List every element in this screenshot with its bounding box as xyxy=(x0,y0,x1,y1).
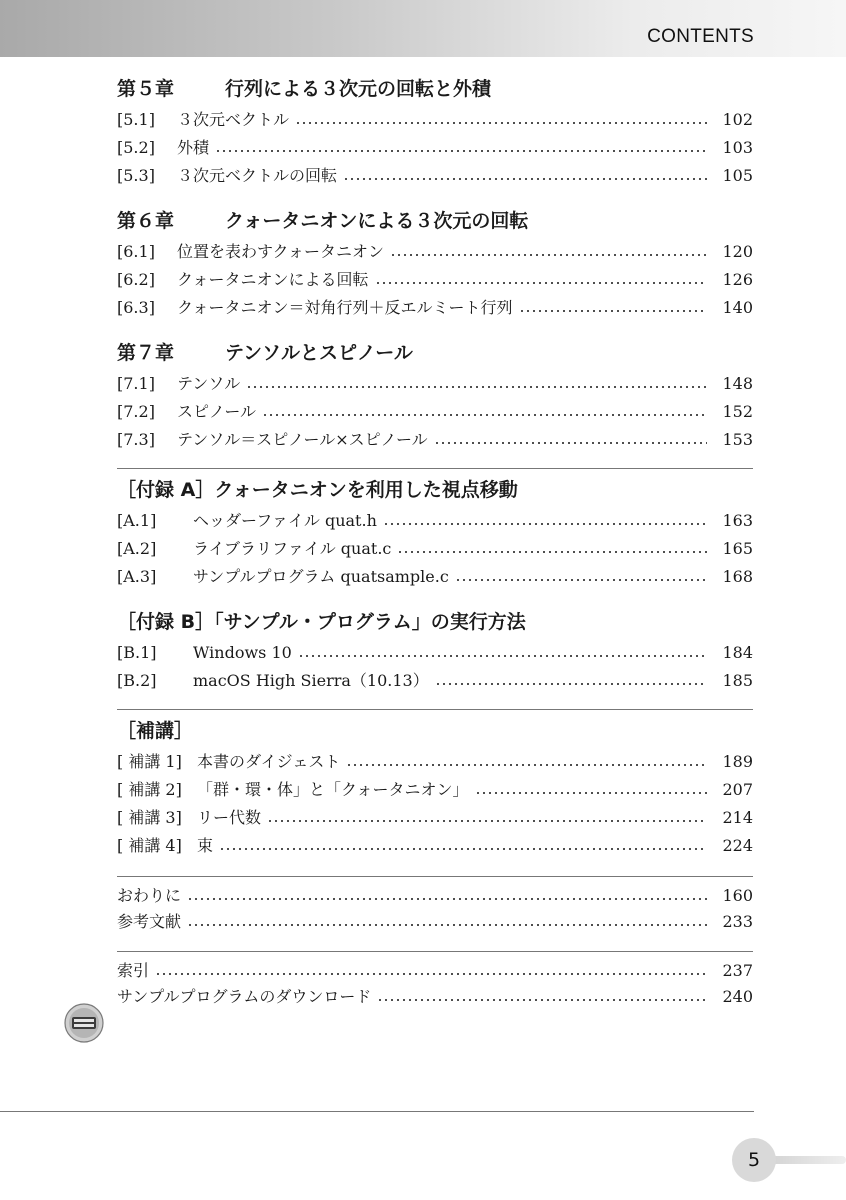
toc-entry[interactable] xyxy=(117,909,753,935)
dot-leader xyxy=(383,513,707,526)
entry-page: 120 xyxy=(722,242,753,261)
entry-index: [B.1] xyxy=(117,643,157,662)
dot-leader xyxy=(267,810,707,823)
entry-label: おわりに xyxy=(117,886,182,905)
entry-index: [A.1] xyxy=(117,511,157,530)
dot-leader xyxy=(434,432,707,445)
entry-label: サンプルプログラムのダウンロード xyxy=(117,987,372,1006)
dot-leader xyxy=(246,376,707,389)
toc-entry[interactable] xyxy=(117,294,753,322)
appendix-a-section xyxy=(117,468,753,591)
dot-leader xyxy=(390,244,707,257)
toc-entry[interactable] xyxy=(117,748,753,776)
entry-label: 索引 xyxy=(117,961,150,980)
entry-label: 束 xyxy=(197,836,214,855)
entry-index: [5.3] xyxy=(117,166,155,185)
entry-page: 103 xyxy=(722,138,753,157)
entry-page: 184 xyxy=(722,643,753,662)
entry-index: [ 補講 4] xyxy=(117,836,182,855)
toc-entry[interactable] xyxy=(117,266,753,294)
download-badge-icon xyxy=(64,1003,104,1043)
entry-index: [6.1] xyxy=(117,242,155,261)
dot-leader xyxy=(475,782,707,795)
entry-label: ヘッダーファイル quat.h xyxy=(193,511,377,530)
appendix-heading: ［付録 B］「サンプル・プログラム」の実行方法 xyxy=(117,611,526,633)
toc-entry[interactable] xyxy=(117,667,753,695)
entry-page: 163 xyxy=(722,511,753,530)
toc-entry[interactable] xyxy=(117,535,753,563)
entry-page: 105 xyxy=(722,166,753,185)
table-of-contents xyxy=(117,72,753,1010)
toc-entry[interactable] xyxy=(117,162,753,190)
entry-index: [ 補講 2] xyxy=(117,780,182,799)
entry-page: 233 xyxy=(722,912,753,931)
entry-index: [7.3] xyxy=(117,430,155,449)
dot-leader xyxy=(295,112,707,125)
entry-index: [6.2] xyxy=(117,270,155,289)
toc-entry[interactable] xyxy=(117,370,753,398)
entry-index: [ 補講 3] xyxy=(117,808,182,827)
entry-label: テンソル＝スピノール×スピノール xyxy=(177,430,428,449)
entry-label: ３次元ベクトル xyxy=(177,110,290,129)
entry-index: [5.1] xyxy=(117,110,155,129)
toc-entry[interactable] xyxy=(117,398,753,426)
entry-index: [B.2] xyxy=(117,671,157,690)
dot-leader xyxy=(262,404,707,417)
dot-leader xyxy=(298,645,707,658)
entry-page: 126 xyxy=(722,270,753,289)
chapter-title: クォータニオンによる３次元の回転 xyxy=(225,210,529,232)
entry-label: ライブラリファイル quat.c xyxy=(193,539,392,558)
dot-leader xyxy=(346,754,707,767)
toc-entry[interactable] xyxy=(117,238,753,266)
entry-page: 152 xyxy=(722,402,753,421)
entry-page: 214 xyxy=(722,808,753,827)
dot-leader xyxy=(435,673,707,686)
supplementary-heading: ［補講］ xyxy=(117,720,194,742)
appendix-b-section xyxy=(117,605,753,695)
entry-page: 185 xyxy=(722,671,753,690)
header-band xyxy=(0,0,846,57)
page-number: 5 xyxy=(732,1138,776,1182)
appendix-heading: ［付録 A］クォータニオンを利用した視点移動 xyxy=(117,479,518,501)
footer-divider xyxy=(0,1111,754,1112)
toc-entry[interactable] xyxy=(117,984,753,1010)
chapter-5-section xyxy=(117,72,753,190)
supplementary-section xyxy=(117,709,753,860)
chapter-title: テンソルとスピノール xyxy=(225,342,413,364)
entry-label: 「群・環・体」と「クォータニオン」 xyxy=(197,780,469,799)
chapter-number: 第７章 xyxy=(117,342,175,364)
entry-label: クォータニオン＝対角行列＋反エルミート行列 xyxy=(177,298,513,317)
dot-leader xyxy=(377,989,707,1002)
toc-entry[interactable] xyxy=(117,958,753,984)
chapter-6-section xyxy=(117,204,753,322)
entry-page: 168 xyxy=(722,567,753,586)
entry-label: 本書のダイジェスト xyxy=(197,752,341,771)
dot-leader xyxy=(155,963,707,976)
chapter-heading xyxy=(117,204,753,238)
entry-label: Windows 10 xyxy=(193,643,292,662)
dot-leader xyxy=(219,838,707,851)
entry-label: macOS High Sierra（10.13） xyxy=(193,671,429,690)
entry-label: ３次元ベクトルの回転 xyxy=(177,166,338,185)
toc-entry[interactable] xyxy=(117,639,753,667)
toc-entry[interactable] xyxy=(117,426,753,454)
dot-leader xyxy=(187,888,707,901)
dot-leader xyxy=(519,300,707,313)
entry-page: 102 xyxy=(722,110,753,129)
running-header-title: CONTENTS xyxy=(647,26,754,47)
entry-label: 外積 xyxy=(177,138,210,157)
toc-entry[interactable] xyxy=(117,106,753,134)
entry-label: テンソル xyxy=(177,374,241,393)
entry-index: [ 補講 1] xyxy=(117,752,182,771)
entry-page: 153 xyxy=(722,430,753,449)
toc-entry[interactable] xyxy=(117,507,753,535)
entry-label: クォータニオンによる回転 xyxy=(177,270,369,289)
dot-leader xyxy=(397,541,707,554)
entry-page: 189 xyxy=(722,752,753,771)
backmatter-group xyxy=(117,876,753,935)
chapter-heading xyxy=(117,336,753,370)
dot-leader xyxy=(343,168,707,181)
chapter-number: 第６章 xyxy=(117,210,175,232)
entry-index: [A.3] xyxy=(117,567,157,586)
entry-label: 参考文献 xyxy=(117,912,182,931)
dot-leader xyxy=(375,272,707,285)
entry-index: [5.2] xyxy=(117,138,155,157)
entry-label: スピノール xyxy=(177,402,257,421)
entry-label: 位置を表わすクォータニオン xyxy=(177,242,385,261)
toc-entry[interactable] xyxy=(117,804,753,832)
toc-entry[interactable] xyxy=(117,776,753,804)
chapter-title: 行列による３次元の回転と外積 xyxy=(225,78,492,100)
entry-page: 207 xyxy=(722,780,753,799)
entry-page: 240 xyxy=(722,987,753,1006)
entry-page: 160 xyxy=(722,886,753,905)
chapter-heading xyxy=(117,72,753,106)
entry-page: 237 xyxy=(722,961,753,980)
entry-index: [A.2] xyxy=(117,539,157,558)
entry-label: サンプルプログラム quatsample.c xyxy=(193,567,449,586)
entry-page: 148 xyxy=(722,374,753,393)
entry-index: [7.1] xyxy=(117,374,155,393)
toc-entry[interactable] xyxy=(117,134,753,162)
backmatter-group xyxy=(117,951,753,1010)
entry-page: 224 xyxy=(722,836,753,855)
toc-entry[interactable] xyxy=(117,883,753,909)
page-number-tab-bar xyxy=(770,1156,846,1164)
toc-entry[interactable] xyxy=(117,832,753,860)
toc-entry[interactable] xyxy=(117,563,753,591)
entry-page: 165 xyxy=(722,539,753,558)
chapter-7-section xyxy=(117,336,753,454)
chapter-number: 第５章 xyxy=(117,78,175,100)
entry-index: [7.2] xyxy=(117,402,155,421)
entry-index: [6.3] xyxy=(117,298,155,317)
entry-page: 140 xyxy=(722,298,753,317)
dot-leader xyxy=(455,569,707,582)
dot-leader xyxy=(187,914,707,927)
dot-leader xyxy=(215,140,707,153)
entry-label: リー代数 xyxy=(197,808,262,827)
